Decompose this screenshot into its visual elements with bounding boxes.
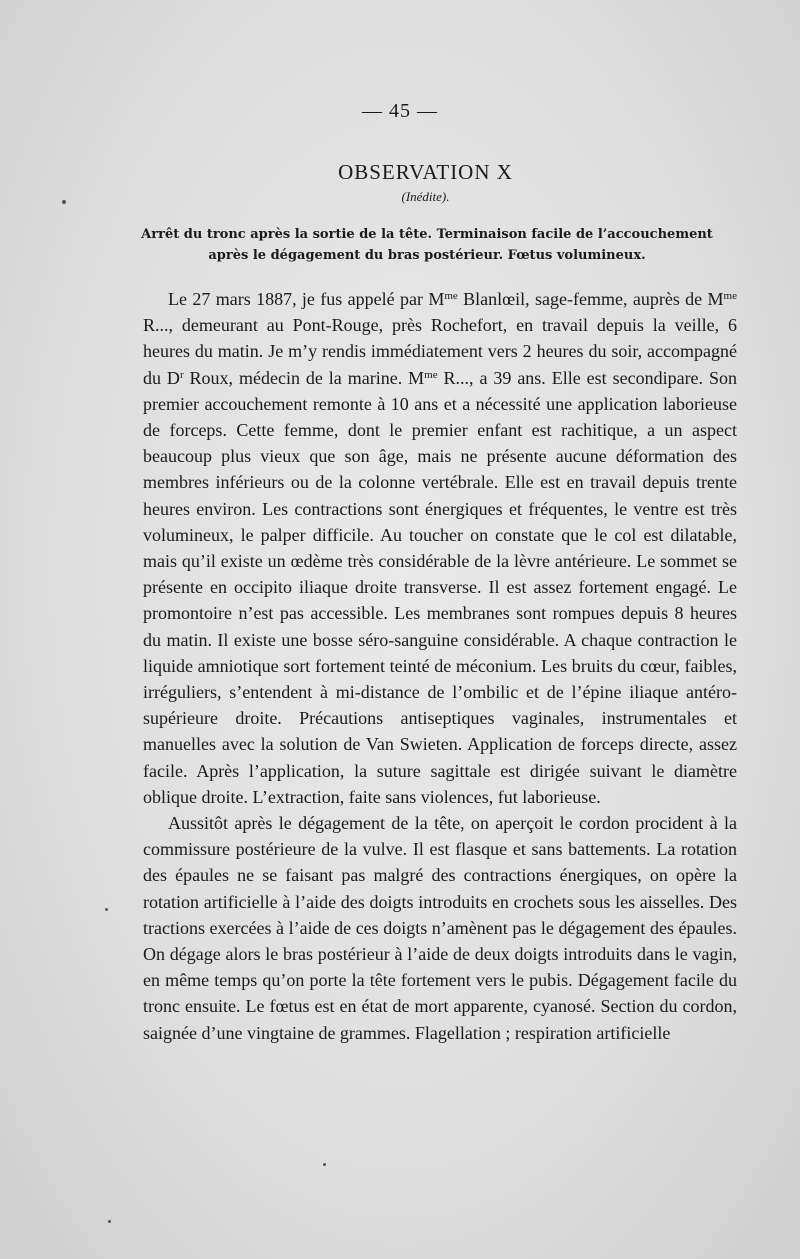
abbrev-madame-3: me (424, 368, 438, 381)
paragraph-1-text-4: Roux, médecin de la marine. M (183, 367, 425, 388)
paragraph-1-text-5: R..., a 39 ans. Elle est secondipare. Son premier accouchement remonte à 10 ans et a nécessité une application laborieuse de forceps. Cette femme, dont le premier enfant est rachitique, a un aspect beaucoup plus vieux que son âge, mais ne présente aucune déformation des membres inférieurs ou de la colonne vertébrale. Elle est en travail depuis trente heures environ. Les contractions sont énergiques et fréquentes, le ventre est très volumineux, le palper difficile. Au toucher on constate que le col est dilatable, mais qu’il existe un œdème très considérable de la lèvre antérieure. Le sommet se présente en occipito iliaque droite transverse. Il est assez fortement engagé. Le promontoire n’est pas accessible. Les membranes sont rompues depuis 8 heures du matin. Il existe une bosse séro-sanguine considérable. A chaque contraction le liquide amniotique sort fortement teinté de méconium. Les bruits du cœur, faibles, irréguliers, s’entendent à mi-distance de l’ombilic et de l’épine iliaque antéro-supérieure droite. Précautions antiseptiques vaginales, instrumentales et manuelles avec la solution de Van Swieten. Application de forceps directe, assez facile. Après l’application, la suture sagittale est dirigée suivant le diamètre oblique droite. L’extraction, faite sans violences, fut laborieuse. (143, 367, 737, 807)
paragraph-1-text-3: R..., demeurant au Pont-Rouge, près Rochefort, en travail depuis la veille, 6 heures du matin. Je m’y rendis immédiatement vers 2 heures du soir, accompagné du D (143, 315, 737, 388)
observation-body (143, 286, 737, 1046)
paper-speck (108, 1220, 111, 1223)
abbrev-madame-1: me (444, 290, 458, 302)
paper-speck (62, 200, 66, 204)
abbrev-madame-2: me (723, 290, 737, 302)
page-number: — 45 — (362, 100, 438, 122)
observation-summary: Arrêt du tronc après la sortie de la tête. Terminaison facile de l’accouchement après le dégagement du bras postérieur. Fœtus volumineux. (141, 227, 713, 263)
abbrev-docteur: r (179, 368, 184, 381)
observation-title: OBSERVATION X (338, 160, 513, 184)
observation-subtitle: (Inédite). (401, 189, 450, 204)
paper-speck (105, 908, 108, 911)
paragraph-1 (143, 286, 737, 810)
paragraph-2 (143, 810, 737, 1046)
paragraph-1-text-1: Le 27 mars 1887, je fus appelé par M (168, 289, 445, 309)
paragraph-2-text: Aussitôt après le dégagement de la tête, on aperçoit le cordon procident à la commissure postérieure de la vulve. Il est flasque et sans battements. La rotation des épaules ne se faisant pas malgré des contractions énergiques, on opère la rotation artificielle à l’aide des doigts introduits en crochets sous les aisselles. Des tractions exercées à l’aide de ces doigts n’amènent pas le dégagement des épaules. On dégage alors le bras postérieur à l’aide de deux doigts introduits dans le vagin, en même temps qu’on porte la tête fortement vers le pubis. Dégagement facile du tronc ensuite. Le fœtus est en état de mort apparente, cyanosé. Section du cordon, saignée d’une vingtaine de grammes. Flagellation ; respiration artificielle (143, 813, 737, 1043)
paper-speck (323, 1163, 326, 1166)
paragraph-1-text-2: Blanlœil, sage-femme, auprès de M (457, 289, 724, 309)
